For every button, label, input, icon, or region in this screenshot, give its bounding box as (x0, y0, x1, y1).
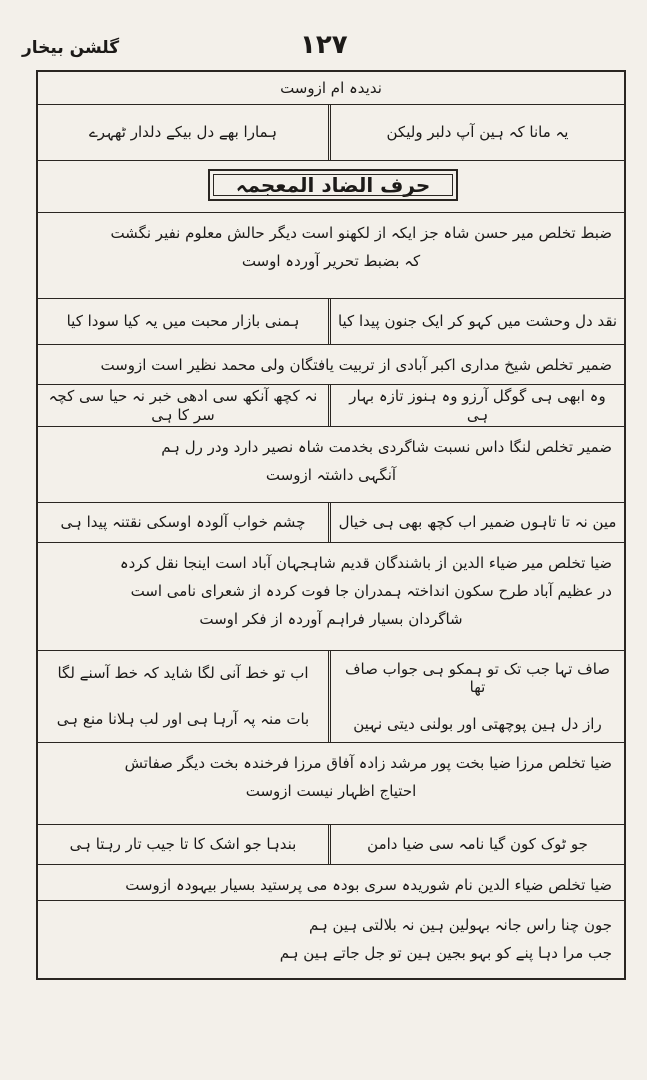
entry-line: کہ بضبط تحریر آوردہ اوست (241, 252, 421, 270)
couplet-first-hemistich: مین نہ تا تاہوں ضمیر اب کچھ بھی ہی خیال (338, 513, 617, 532)
note-row (38, 72, 624, 104)
couplet-row (38, 384, 624, 426)
note-text: ندیدہ ام ازوست (280, 78, 382, 97)
couplet-row (38, 650, 624, 742)
couplet-first-hemistich: وہ ابھی ہی گوگل آرزو وہ ہنوز تازہ بہار ہی (349, 386, 606, 424)
biography-entry (38, 864, 624, 900)
couplet-first-hemistich: جو ٹوک کون گیا نامہ سی ضیا دامن (367, 835, 588, 854)
biography-entry (38, 742, 624, 824)
page-number: ۱۲۷ (300, 30, 348, 60)
couplet-row (38, 298, 624, 344)
verse-line: جب مرا دہا پنے کو بہو بجین ہین تو جل جاتے ہین ہم (279, 944, 612, 962)
entry-line: ضمیر تخلص لنگا داس نسبت شاگردی بخدمت شاہ نصیر دارد ودر رل ہم (161, 438, 612, 456)
couplet-second-hemistich: چشم خواب آلودہ اوسکی نقتنہ پیدا ہی (38, 503, 331, 542)
couplet-second-column (38, 651, 331, 742)
couplet-second-hemistich: ہمنی بازار محبت میں یہ کیا سودا کیا (38, 299, 331, 344)
entry-text (38, 743, 624, 824)
entry-line: ضیا تخلص مرزا ضیا بخت پور مرشد زادہ آفاق مرزا فرخندہ بخت دیگر صفاتش (124, 754, 612, 772)
entry-text (38, 865, 624, 900)
entry-text (38, 543, 624, 650)
entry-line: ضمیر تخلص شیخ مداری اکبر آبادی از تربیت یافتگان ولی محمد نظیر است ازوست (100, 356, 612, 374)
hemistich: اب تو خط آنی لگا شاید کہ خط آسنے لگا (57, 664, 309, 683)
entry-text (38, 427, 624, 502)
couplet-row (38, 502, 624, 542)
couplet-first-column (331, 651, 624, 742)
biography-entry (38, 212, 624, 298)
couplet-second-hemistich: بندہا جو اشک کا تا جیب تار رہتا ہی (38, 825, 331, 864)
entry-text (38, 213, 624, 298)
section-heading: حرف الضاد المعجمہ (208, 169, 458, 201)
entry-line: ضیا تخلص میر ضیاء الدین از باشندگان قدیم شاہجہان آباد است اینجا نقل کردہ (119, 554, 612, 572)
couplet-row (38, 104, 624, 160)
text-frame (36, 70, 626, 980)
book-title: گلشن بیخار (22, 38, 120, 58)
couplet-second-hemistich: ہمارا بھے دل بیکے دلدار ٹھہرے (38, 105, 331, 160)
verse-block (38, 900, 624, 978)
hemistich: راز دل ہین پوچھتی اور بولنی دیتی نہین (353, 714, 602, 733)
verse-text (38, 901, 624, 978)
couplet-first-hemistich: یہ مانا کہ ہین آپ دلبر ولیکن (386, 123, 569, 142)
entry-line: شاگردان بسیار فراہم آوردہ از فکر اوست (199, 610, 463, 628)
hemistich: صاف تہا جب تک تو ہمکو ہی جواب صاف تھا (344, 659, 610, 697)
couplet-row (38, 824, 624, 864)
entry-text (38, 345, 624, 384)
entry-line: ضبط تخلص میر حسن شاہ جز ایکہ از لکھنو است دیگر حالش معلوم نفیر نگشت (110, 224, 612, 242)
biography-entry (38, 426, 624, 502)
hemistich: بات منہ پہ آرہا ہی اور لب ہلانا منع ہی (56, 709, 310, 728)
entry-line: آنگہی داشتہ ازوست (265, 466, 397, 484)
entry-line: در عظیم آباد طرح سکون انداختہ ہمدران جا فوت کردہ از شعرای نامی است (130, 582, 612, 600)
section-heading-row (38, 160, 624, 212)
biography-entry (38, 542, 624, 650)
biography-entry (38, 344, 624, 384)
couplet-first-hemistich: نقد دل وحشت میں کہو کر ایک جنون پیدا کیا (337, 312, 618, 331)
couplet-second-hemistich: نہ کچھ آنکھ سی ادھی خبر نہ حیا سی کچہ سر کا ہی (38, 385, 331, 426)
entry-line: احتیاج اظہار نیست ازوست (245, 782, 417, 800)
verse-line: جون چنا راس جانہ بہولین ہین نہ بلالتی ہین ہم (308, 916, 612, 934)
entry-line: ضیا تخلص ضیاء الدین نام شوریدہ سری بودہ می پرستید بسیار بیہودہ ازوست (125, 876, 612, 894)
